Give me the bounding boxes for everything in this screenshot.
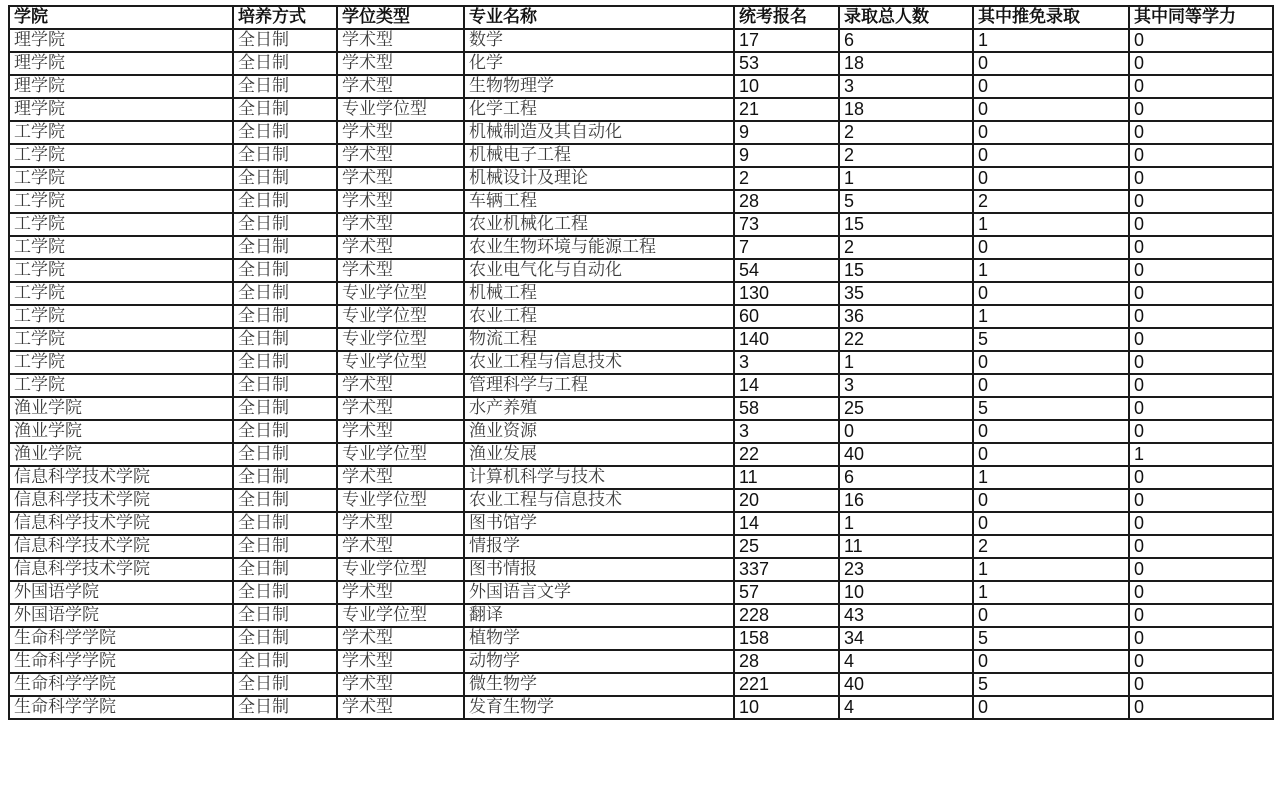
cell-study-mode: 全日制 — [233, 535, 337, 558]
header-major-name: 专业名称 — [464, 6, 734, 29]
table-row — [9, 98, 1273, 121]
cell-study-mode: 全日制 — [233, 443, 337, 466]
cell-exam-applicants: 28 — [734, 190, 839, 213]
cell-exam-applicants: 158 — [734, 627, 839, 650]
cell-equivalent-degree: 0 — [1129, 397, 1273, 420]
cell-college: 工学院 — [9, 190, 233, 213]
cell-total-admitted: 0 — [839, 420, 973, 443]
cell-study-mode: 全日制 — [233, 282, 337, 305]
cell-major-name: 植物学 — [464, 627, 734, 650]
cell-equivalent-degree: 0 — [1129, 420, 1273, 443]
table-row — [9, 466, 1273, 489]
cell-total-admitted: 40 — [839, 673, 973, 696]
cell-college: 信息科学技术学院 — [9, 512, 233, 535]
header-degree-type: 学位类型 — [337, 6, 464, 29]
cell-equivalent-degree: 0 — [1129, 604, 1273, 627]
cell-degree-type: 学术型 — [337, 52, 464, 75]
cell-degree-type: 学术型 — [337, 259, 464, 282]
cell-college: 信息科学技术学院 — [9, 489, 233, 512]
table-row — [9, 259, 1273, 282]
cell-total-admitted: 2 — [839, 144, 973, 167]
cell-recommended-admitted: 5 — [973, 397, 1129, 420]
cell-exam-applicants: 22 — [734, 443, 839, 466]
cell-college: 外国语学院 — [9, 581, 233, 604]
cell-college: 生命科学学院 — [9, 650, 233, 673]
cell-exam-applicants: 9 — [734, 144, 839, 167]
cell-degree-type: 学术型 — [337, 121, 464, 144]
cell-recommended-admitted: 2 — [973, 535, 1129, 558]
cell-degree-type: 学术型 — [337, 512, 464, 535]
cell-major-name: 图书馆学 — [464, 512, 734, 535]
cell-equivalent-degree: 0 — [1129, 328, 1273, 351]
cell-college: 信息科学技术学院 — [9, 535, 233, 558]
cell-study-mode: 全日制 — [233, 627, 337, 650]
cell-exam-applicants: 58 — [734, 397, 839, 420]
header-row — [9, 6, 1273, 29]
cell-equivalent-degree: 0 — [1129, 121, 1273, 144]
cell-total-admitted: 1 — [839, 351, 973, 374]
cell-major-name: 渔业资源 — [464, 420, 734, 443]
cell-degree-type: 专业学位型 — [337, 489, 464, 512]
cell-degree-type: 专业学位型 — [337, 351, 464, 374]
header-equivalent-degree: 其中同等学力 — [1129, 6, 1273, 29]
cell-study-mode: 全日制 — [233, 328, 337, 351]
cell-exam-applicants: 140 — [734, 328, 839, 351]
cell-recommended-admitted: 0 — [973, 351, 1129, 374]
cell-exam-applicants: 228 — [734, 604, 839, 627]
cell-college: 渔业学院 — [9, 443, 233, 466]
cell-study-mode: 全日制 — [233, 236, 337, 259]
cell-major-name: 农业工程与信息技术 — [464, 351, 734, 374]
cell-equivalent-degree: 0 — [1129, 466, 1273, 489]
cell-college: 工学院 — [9, 259, 233, 282]
cell-degree-type: 学术型 — [337, 420, 464, 443]
cell-recommended-admitted: 5 — [973, 673, 1129, 696]
cell-study-mode: 全日制 — [233, 466, 337, 489]
cell-equivalent-degree: 0 — [1129, 627, 1273, 650]
table-row — [9, 52, 1273, 75]
cell-study-mode: 全日制 — [233, 167, 337, 190]
header-college: 学院 — [9, 6, 233, 29]
table-row — [9, 121, 1273, 144]
cell-total-admitted: 2 — [839, 236, 973, 259]
cell-major-name: 动物学 — [464, 650, 734, 673]
cell-equivalent-degree: 0 — [1129, 190, 1273, 213]
cell-equivalent-degree: 0 — [1129, 29, 1273, 52]
cell-college: 生命科学学院 — [9, 627, 233, 650]
table-body — [9, 29, 1273, 719]
cell-study-mode: 全日制 — [233, 121, 337, 144]
cell-college: 理学院 — [9, 52, 233, 75]
header-total-admitted: 录取总人数 — [839, 6, 973, 29]
cell-major-name: 微生物学 — [464, 673, 734, 696]
cell-major-name: 发育生物学 — [464, 696, 734, 719]
cell-recommended-admitted: 1 — [973, 29, 1129, 52]
cell-degree-type: 专业学位型 — [337, 604, 464, 627]
cell-exam-applicants: 73 — [734, 213, 839, 236]
cell-recommended-admitted: 0 — [973, 420, 1129, 443]
cell-study-mode: 全日制 — [233, 558, 337, 581]
cell-college: 工学院 — [9, 351, 233, 374]
cell-total-admitted: 15 — [839, 259, 973, 282]
cell-study-mode: 全日制 — [233, 75, 337, 98]
cell-total-admitted: 3 — [839, 374, 973, 397]
table-row — [9, 351, 1273, 374]
cell-study-mode: 全日制 — [233, 512, 337, 535]
cell-exam-applicants: 7 — [734, 236, 839, 259]
cell-degree-type: 学术型 — [337, 535, 464, 558]
cell-major-name: 农业机械化工程 — [464, 213, 734, 236]
table-row — [9, 328, 1273, 351]
table-row — [9, 167, 1273, 190]
table-row — [9, 144, 1273, 167]
table-row — [9, 282, 1273, 305]
table-row — [9, 673, 1273, 696]
table-row — [9, 512, 1273, 535]
cell-recommended-admitted: 1 — [973, 259, 1129, 282]
cell-equivalent-degree: 0 — [1129, 489, 1273, 512]
cell-exam-applicants: 3 — [734, 351, 839, 374]
cell-exam-applicants: 14 — [734, 512, 839, 535]
cell-equivalent-degree: 0 — [1129, 52, 1273, 75]
header-study-mode: 培养方式 — [233, 6, 337, 29]
cell-equivalent-degree: 0 — [1129, 650, 1273, 673]
cell-recommended-admitted: 0 — [973, 282, 1129, 305]
cell-major-name: 车辆工程 — [464, 190, 734, 213]
cell-major-name: 生物物理学 — [464, 75, 734, 98]
table-row — [9, 236, 1273, 259]
cell-total-admitted: 34 — [839, 627, 973, 650]
cell-major-name: 机械电子工程 — [464, 144, 734, 167]
cell-degree-type: 专业学位型 — [337, 328, 464, 351]
cell-recommended-admitted: 0 — [973, 75, 1129, 98]
cell-recommended-admitted: 1 — [973, 558, 1129, 581]
cell-degree-type: 专业学位型 — [337, 443, 464, 466]
cell-degree-type: 学术型 — [337, 581, 464, 604]
cell-study-mode: 全日制 — [233, 420, 337, 443]
cell-recommended-admitted: 1 — [973, 305, 1129, 328]
cell-study-mode: 全日制 — [233, 98, 337, 121]
cell-study-mode: 全日制 — [233, 144, 337, 167]
table-row — [9, 29, 1273, 52]
cell-recommended-admitted: 0 — [973, 144, 1129, 167]
cell-total-admitted: 1 — [839, 512, 973, 535]
cell-total-admitted: 11 — [839, 535, 973, 558]
cell-exam-applicants: 3 — [734, 420, 839, 443]
cell-total-admitted: 22 — [839, 328, 973, 351]
cell-college: 工学院 — [9, 282, 233, 305]
cell-total-admitted: 35 — [839, 282, 973, 305]
cell-degree-type: 学术型 — [337, 167, 464, 190]
cell-college: 渔业学院 — [9, 397, 233, 420]
cell-major-name: 农业生物环境与能源工程 — [464, 236, 734, 259]
cell-exam-applicants: 60 — [734, 305, 839, 328]
cell-degree-type: 学术型 — [337, 144, 464, 167]
cell-recommended-admitted: 5 — [973, 328, 1129, 351]
cell-exam-applicants: 20 — [734, 489, 839, 512]
cell-total-admitted: 6 — [839, 466, 973, 489]
cell-degree-type: 学术型 — [337, 673, 464, 696]
cell-major-name: 农业工程 — [464, 305, 734, 328]
cell-study-mode: 全日制 — [233, 29, 337, 52]
cell-total-admitted: 5 — [839, 190, 973, 213]
table-row — [9, 420, 1273, 443]
cell-recommended-admitted: 0 — [973, 236, 1129, 259]
cell-college: 生命科学学院 — [9, 696, 233, 719]
table-row — [9, 650, 1273, 673]
cell-exam-applicants: 9 — [734, 121, 839, 144]
cell-equivalent-degree: 0 — [1129, 696, 1273, 719]
cell-major-name: 物流工程 — [464, 328, 734, 351]
cell-major-name: 计算机科学与技术 — [464, 466, 734, 489]
cell-degree-type: 专业学位型 — [337, 98, 464, 121]
cell-recommended-admitted: 0 — [973, 604, 1129, 627]
cell-total-admitted: 3 — [839, 75, 973, 98]
cell-exam-applicants: 54 — [734, 259, 839, 282]
cell-equivalent-degree: 0 — [1129, 673, 1273, 696]
table-row — [9, 374, 1273, 397]
cell-study-mode: 全日制 — [233, 604, 337, 627]
cell-college: 工学院 — [9, 305, 233, 328]
cell-equivalent-degree: 0 — [1129, 98, 1273, 121]
table-row — [9, 75, 1273, 98]
cell-equivalent-degree: 0 — [1129, 305, 1273, 328]
cell-total-admitted: 4 — [839, 650, 973, 673]
cell-study-mode: 全日制 — [233, 696, 337, 719]
cell-study-mode: 全日制 — [233, 374, 337, 397]
cell-college: 工学院 — [9, 374, 233, 397]
cell-equivalent-degree: 0 — [1129, 282, 1273, 305]
cell-major-name: 数学 — [464, 29, 734, 52]
cell-study-mode: 全日制 — [233, 259, 337, 282]
cell-total-admitted: 15 — [839, 213, 973, 236]
table-row — [9, 397, 1273, 420]
cell-college: 工学院 — [9, 144, 233, 167]
cell-major-name: 农业工程与信息技术 — [464, 489, 734, 512]
cell-recommended-admitted: 0 — [973, 52, 1129, 75]
cell-degree-type: 学术型 — [337, 650, 464, 673]
cell-recommended-admitted: 0 — [973, 696, 1129, 719]
table-row — [9, 213, 1273, 236]
cell-major-name: 化学 — [464, 52, 734, 75]
cell-recommended-admitted: 0 — [973, 512, 1129, 535]
cell-study-mode: 全日制 — [233, 650, 337, 673]
cell-equivalent-degree: 0 — [1129, 351, 1273, 374]
cell-total-admitted: 2 — [839, 121, 973, 144]
cell-equivalent-degree: 0 — [1129, 512, 1273, 535]
cell-recommended-admitted: 1 — [973, 213, 1129, 236]
cell-exam-applicants: 10 — [734, 696, 839, 719]
cell-college: 生命科学学院 — [9, 673, 233, 696]
cell-degree-type: 学术型 — [337, 236, 464, 259]
cell-equivalent-degree: 0 — [1129, 374, 1273, 397]
cell-recommended-admitted: 2 — [973, 190, 1129, 213]
cell-exam-applicants: 14 — [734, 374, 839, 397]
cell-major-name: 图书情报 — [464, 558, 734, 581]
table-row — [9, 190, 1273, 213]
cell-major-name: 农业电气化与自动化 — [464, 259, 734, 282]
cell-college: 外国语学院 — [9, 604, 233, 627]
cell-major-name: 水产养殖 — [464, 397, 734, 420]
cell-college: 信息科学技术学院 — [9, 558, 233, 581]
cell-total-admitted: 18 — [839, 52, 973, 75]
cell-equivalent-degree: 0 — [1129, 581, 1273, 604]
cell-recommended-admitted: 1 — [973, 581, 1129, 604]
cell-recommended-admitted: 1 — [973, 466, 1129, 489]
cell-college: 理学院 — [9, 29, 233, 52]
cell-exam-applicants: 21 — [734, 98, 839, 121]
cell-study-mode: 全日制 — [233, 213, 337, 236]
cell-equivalent-degree: 0 — [1129, 236, 1273, 259]
cell-college: 渔业学院 — [9, 420, 233, 443]
table-row — [9, 443, 1273, 466]
cell-exam-applicants: 10 — [734, 75, 839, 98]
cell-exam-applicants: 25 — [734, 535, 839, 558]
cell-college: 工学院 — [9, 167, 233, 190]
cell-recommended-admitted: 0 — [973, 443, 1129, 466]
cell-major-name: 机械设计及理论 — [464, 167, 734, 190]
cell-total-admitted: 25 — [839, 397, 973, 420]
cell-total-admitted: 10 — [839, 581, 973, 604]
cell-college: 工学院 — [9, 213, 233, 236]
cell-exam-applicants: 221 — [734, 673, 839, 696]
cell-college: 工学院 — [9, 236, 233, 259]
cell-exam-applicants: 53 — [734, 52, 839, 75]
cell-exam-applicants: 11 — [734, 466, 839, 489]
cell-total-admitted: 36 — [839, 305, 973, 328]
cell-exam-applicants: 337 — [734, 558, 839, 581]
cell-equivalent-degree: 0 — [1129, 144, 1273, 167]
cell-study-mode: 全日制 — [233, 305, 337, 328]
cell-study-mode: 全日制 — [233, 351, 337, 374]
cell-study-mode: 全日制 — [233, 489, 337, 512]
cell-recommended-admitted: 0 — [973, 489, 1129, 512]
table-row — [9, 535, 1273, 558]
table-row — [9, 558, 1273, 581]
cell-equivalent-degree: 1 — [1129, 443, 1273, 466]
cell-degree-type: 学术型 — [337, 29, 464, 52]
cell-recommended-admitted: 0 — [973, 167, 1129, 190]
cell-equivalent-degree: 0 — [1129, 259, 1273, 282]
cell-recommended-admitted: 0 — [973, 121, 1129, 144]
cell-study-mode: 全日制 — [233, 190, 337, 213]
cell-college: 工学院 — [9, 121, 233, 144]
table-row — [9, 604, 1273, 627]
cell-exam-applicants: 2 — [734, 167, 839, 190]
cell-total-admitted: 6 — [839, 29, 973, 52]
table-row — [9, 489, 1273, 512]
header-exam-applicants: 统考报名 — [734, 6, 839, 29]
cell-equivalent-degree: 0 — [1129, 167, 1273, 190]
table-row — [9, 627, 1273, 650]
cell-total-admitted: 23 — [839, 558, 973, 581]
cell-exam-applicants: 17 — [734, 29, 839, 52]
cell-study-mode: 全日制 — [233, 397, 337, 420]
cell-exam-applicants: 57 — [734, 581, 839, 604]
cell-degree-type: 专业学位型 — [337, 282, 464, 305]
cell-degree-type: 学术型 — [337, 397, 464, 420]
admissions-table — [8, 5, 1274, 720]
cell-major-name: 情报学 — [464, 535, 734, 558]
cell-degree-type: 学术型 — [337, 213, 464, 236]
cell-major-name: 机械制造及其自动化 — [464, 121, 734, 144]
cell-total-admitted: 43 — [839, 604, 973, 627]
cell-degree-type: 学术型 — [337, 190, 464, 213]
cell-total-admitted: 16 — [839, 489, 973, 512]
cell-equivalent-degree: 0 — [1129, 75, 1273, 98]
cell-total-admitted: 40 — [839, 443, 973, 466]
cell-equivalent-degree: 0 — [1129, 558, 1273, 581]
cell-recommended-admitted: 0 — [973, 650, 1129, 673]
header-recommended-admitted: 其中推免录取 — [973, 6, 1129, 29]
cell-degree-type: 学术型 — [337, 466, 464, 489]
cell-college: 信息科学技术学院 — [9, 466, 233, 489]
cell-exam-applicants: 28 — [734, 650, 839, 673]
cell-recommended-admitted: 0 — [973, 98, 1129, 121]
cell-equivalent-degree: 0 — [1129, 213, 1273, 236]
cell-major-name: 渔业发展 — [464, 443, 734, 466]
cell-recommended-admitted: 0 — [973, 374, 1129, 397]
cell-degree-type: 专业学位型 — [337, 558, 464, 581]
cell-major-name: 外国语言文学 — [464, 581, 734, 604]
table-row — [9, 581, 1273, 604]
cell-total-admitted: 4 — [839, 696, 973, 719]
cell-recommended-admitted: 5 — [973, 627, 1129, 650]
table-row — [9, 305, 1273, 328]
cell-exam-applicants: 130 — [734, 282, 839, 305]
cell-degree-type: 学术型 — [337, 627, 464, 650]
cell-college: 理学院 — [9, 75, 233, 98]
cell-total-admitted: 1 — [839, 167, 973, 190]
cell-major-name: 化学工程 — [464, 98, 734, 121]
cell-equivalent-degree: 0 — [1129, 535, 1273, 558]
cell-degree-type: 学术型 — [337, 696, 464, 719]
cell-study-mode: 全日制 — [233, 52, 337, 75]
cell-degree-type: 学术型 — [337, 374, 464, 397]
cell-total-admitted: 18 — [839, 98, 973, 121]
cell-college: 工学院 — [9, 328, 233, 351]
cell-degree-type: 专业学位型 — [337, 305, 464, 328]
cell-degree-type: 学术型 — [337, 75, 464, 98]
cell-college: 理学院 — [9, 98, 233, 121]
cell-major-name: 机械工程 — [464, 282, 734, 305]
cell-major-name: 管理科学与工程 — [464, 374, 734, 397]
cell-study-mode: 全日制 — [233, 673, 337, 696]
cell-study-mode: 全日制 — [233, 581, 337, 604]
table-row — [9, 696, 1273, 719]
cell-major-name: 翻译 — [464, 604, 734, 627]
